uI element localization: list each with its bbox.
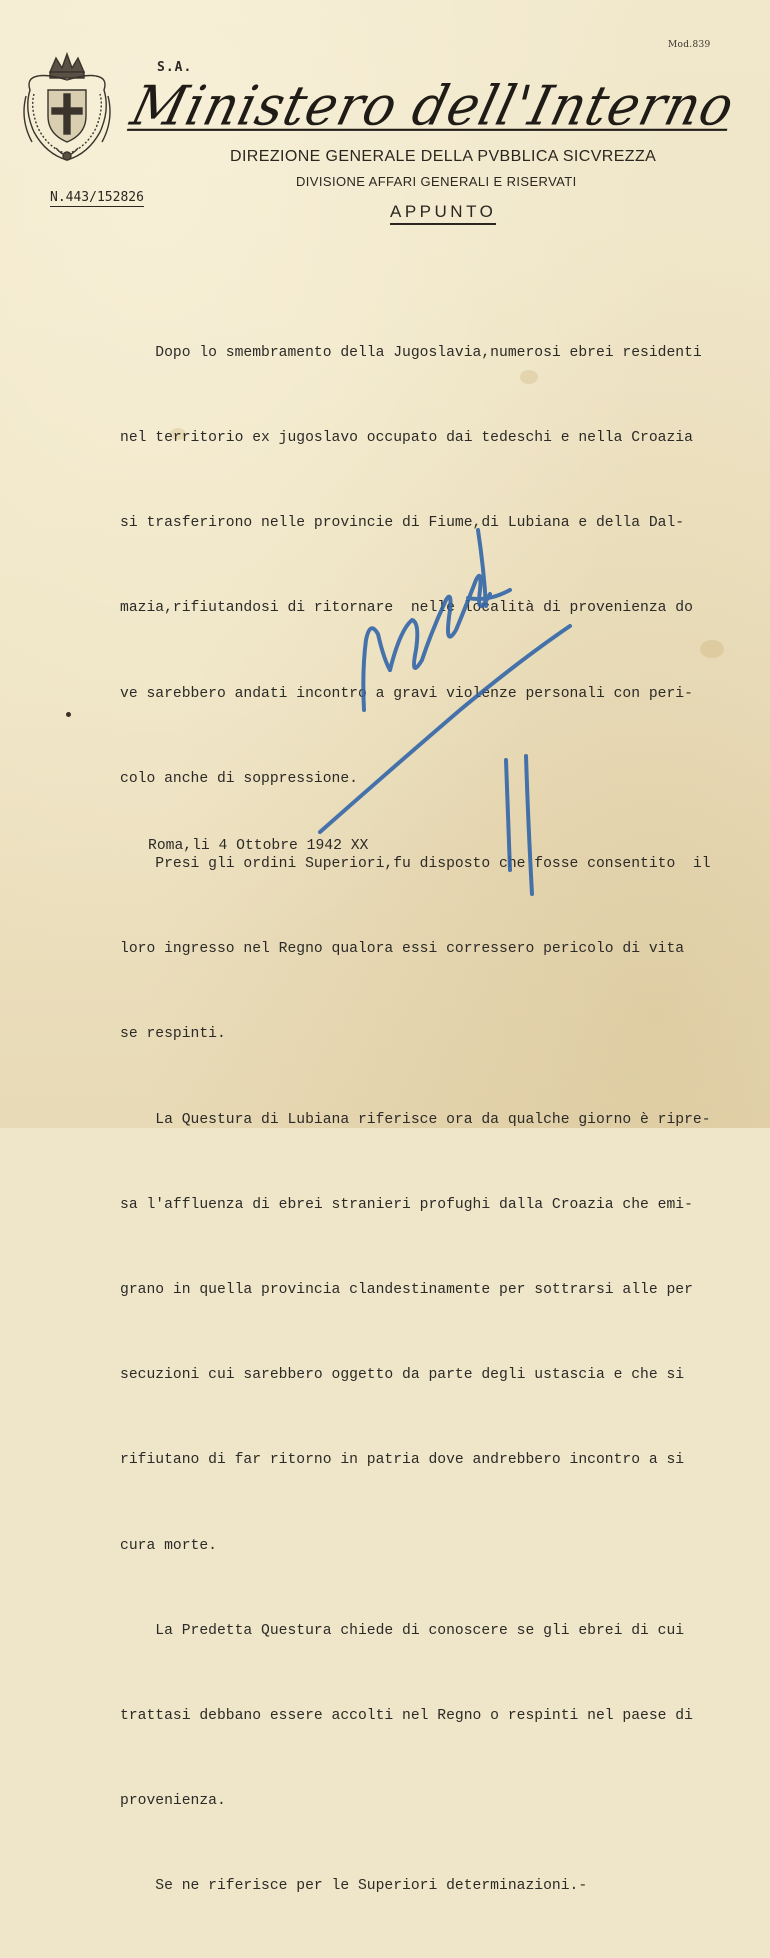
document-type: APPUNTO	[390, 202, 496, 225]
form-number: Mod.839	[668, 40, 711, 50]
directorate-heading: DIREZIONE GENERALE DELLA PVBBLICA SICVREZZA	[230, 148, 657, 165]
body-line: secuzioni cui sarebbero oggetto da parte degli ustascia e che si	[120, 1367, 685, 1384]
body-line: se respinti.	[120, 1026, 226, 1043]
ministry-letterhead: Ministero dell'Interno	[124, 75, 741, 139]
body-line: Se ne riferisce per le Superiori determinazioni.-	[120, 1878, 588, 1895]
body-line: loro ingresso nel Regno qualora essi corressero pericolo di vita	[120, 941, 685, 958]
body-line: sa l'affluenza di ebrei stranieri profughi dalla Croazia che emi-	[120, 1196, 693, 1213]
body-line: mazia,rifiutandosi di ritornare nelle località di provenienza do	[120, 600, 693, 617]
division-heading: DIVISIONE AFFARI GENERALI E RISERVATI	[296, 174, 577, 189]
body-line: La Predetta Questura chiede di conoscere se gli ebrei di cui	[120, 1622, 685, 1639]
body-line: Dopo lo smembramento della Jugoslavia,numerosi ebrei residenti	[120, 344, 702, 361]
body-line: La Questura di Lubiana riferisce ora da qualche giorno è ripre-	[120, 1111, 711, 1128]
body-line: Presi gli ordini Superiori,fu disposto che fosse consentito il	[120, 856, 711, 873]
body-line: ve sarebbero andati incontro a gravi violenze personali con peri-	[120, 685, 693, 702]
body-line: trattasi debbano essere accolti nel Regno o respinti nel paese di	[120, 1708, 693, 1725]
body-line: si trasferirono nelle provincie di Fiume,di Lubiana e della Dal-	[120, 515, 685, 532]
body-line: colo anche di soppressione.	[120, 770, 358, 787]
ink-speck	[66, 712, 71, 717]
sa-mark: S.A.	[157, 60, 193, 75]
body-line: cura morte.	[120, 1537, 217, 1554]
date-line: Roma,li 4 Ottobre 1942 XX	[148, 838, 369, 854]
body-line: provenienza.	[120, 1793, 226, 1810]
royal-coat-of-arms-icon	[18, 50, 116, 168]
memo-body	[120, 282, 760, 1958]
body-line: nel territorio ex jugoslavo occupato dai tedeschi e nella Croazia	[120, 430, 693, 447]
body-line: rifiutano di far ritorno in patria dove andrebbero incontro a si	[120, 1452, 685, 1469]
body-line: grano in quella provincia clandestinamente per sottrarsi alle per	[120, 1282, 693, 1299]
protocol-number: N.443/152826	[50, 190, 144, 205]
